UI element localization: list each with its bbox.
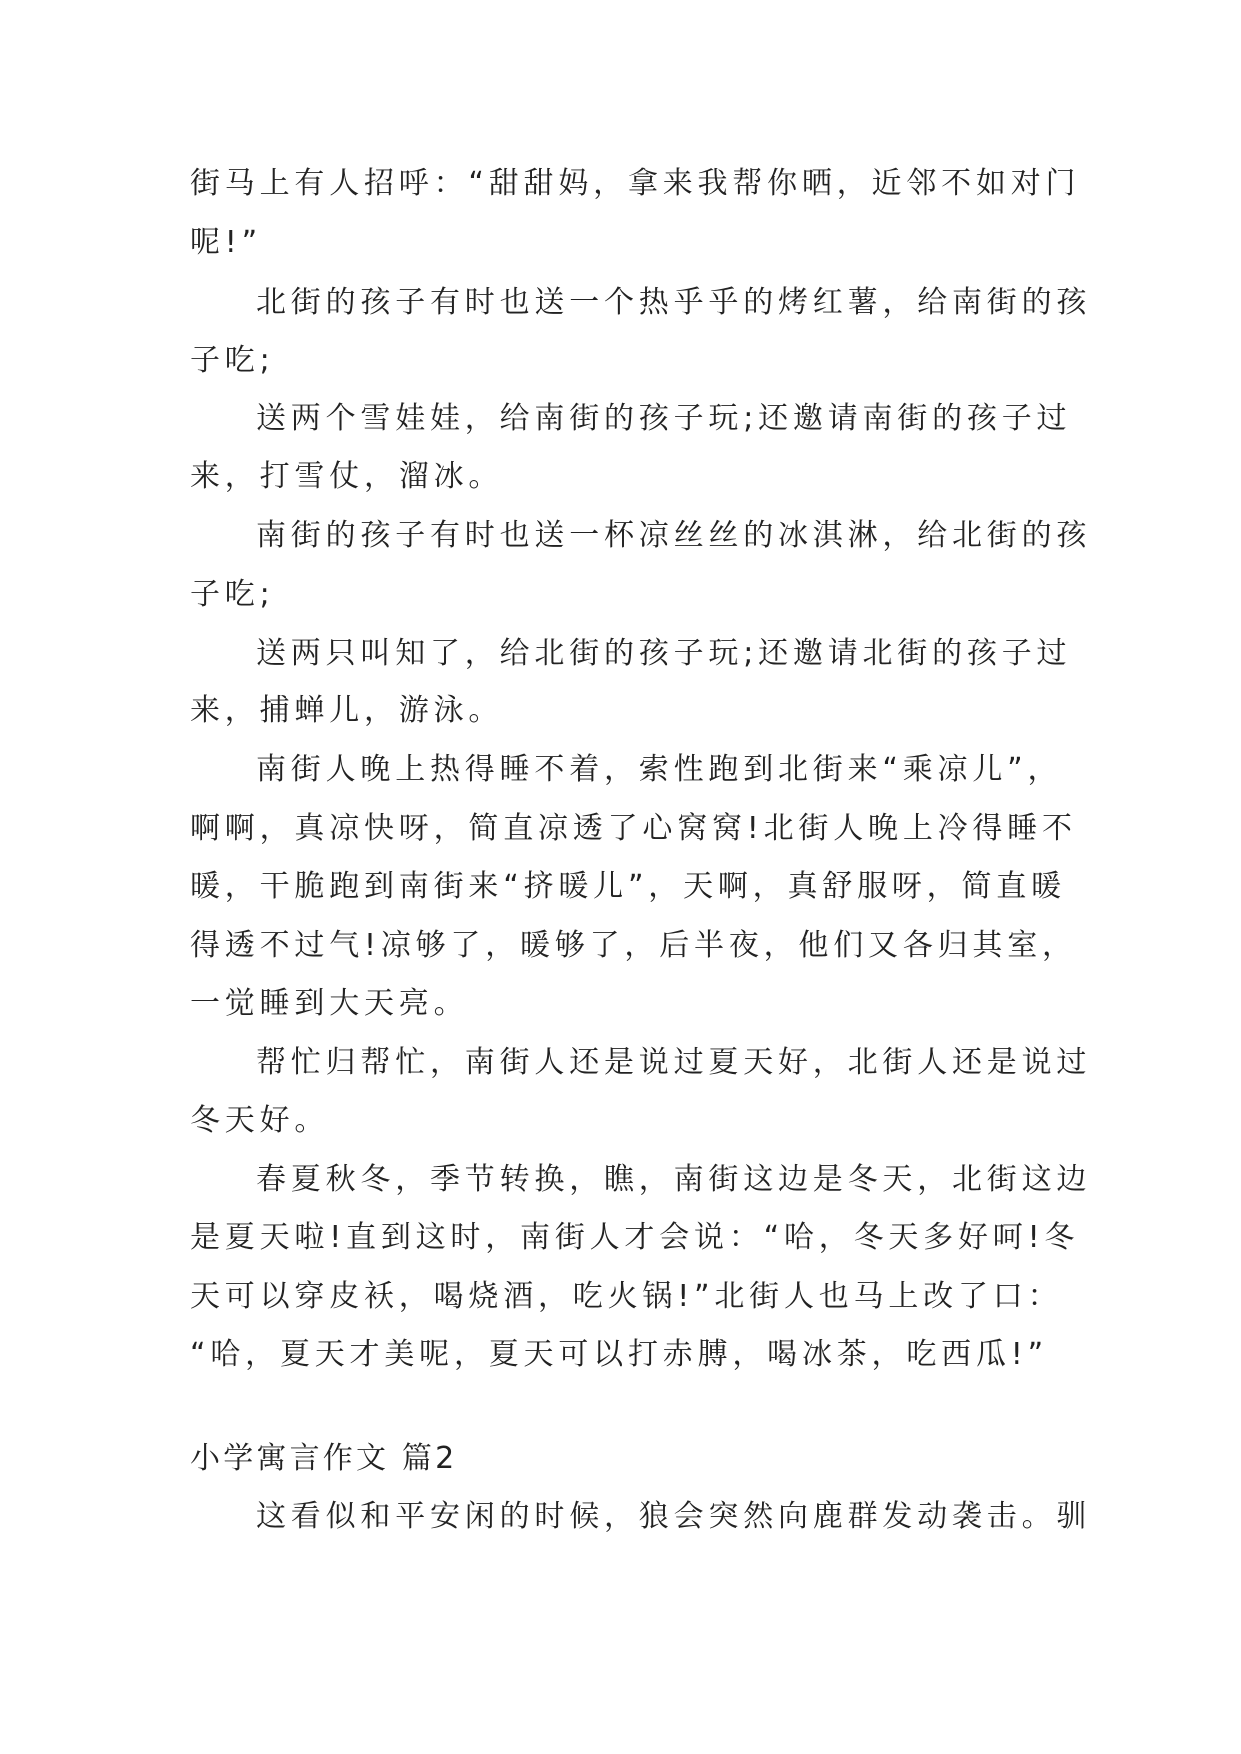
text-line: 天可以穿皮袄，喝烧酒，吃火锅!”北街人也马上改了口：: [190, 1279, 1063, 1314]
text-line: 子吃;: [190, 577, 275, 612]
text-line: 来，打雪仗，溜冰。: [190, 459, 504, 494]
text-line: 冬天好。: [190, 1103, 330, 1138]
text-line: 啊啊，真凉快呀，简直凉透了心窝窝!北街人晚上冷得睡不: [190, 811, 1077, 846]
text-line: 北街的孩子有时也送一个热乎乎的烤红薯，给南街的孩: [256, 285, 1092, 320]
text-line: 帮忙归帮忙，南街人还是说过夏天好，北街人还是说过: [256, 1045, 1092, 1080]
text-line: 街马上有人招呼：“甜甜妈，拿来我帮你晒，近邻不如对门: [190, 166, 1081, 201]
text-line: 南街的孩子有时也送一杯凉丝丝的冰淇淋，给北街的孩: [256, 518, 1092, 553]
text-line: 呢!”: [190, 225, 262, 260]
text-line: 是夏天啦!直到这时，南街人才会说：“哈，冬天多好呵!冬: [190, 1220, 1080, 1255]
text-line: 一觉睡到大天亮。: [190, 986, 469, 1021]
text-line: 这看似和平安闲的时候，狼会突然向鹿群发动袭击。驯: [256, 1499, 1092, 1534]
text-line: 子吃;: [190, 343, 275, 378]
text-line: 送两只叫知了，给北街的孩子玩;还邀请北街的孩子过: [256, 636, 1072, 671]
text-line: 送两个雪娃娃，给南街的孩子玩;还邀请南街的孩子过: [256, 401, 1072, 436]
text-line: 春夏秋冬，季节转换，瞧，南街这边是冬天，北街这边: [256, 1162, 1092, 1197]
text-line: 得透不过气!凉够了，暖够了，后半夜，他们又各归其室，: [190, 928, 1077, 963]
text-line: 暖，干脆跑到南街来“挤暖儿”，天啊，真舒服呀，简直暖: [190, 869, 1066, 904]
text-line: “哈，夏天才美呢，夏天可以打赤膊，喝冰茶，吃西瓜!”: [190, 1337, 1048, 1372]
text-line: 南街人晚上热得睡不着，索性跑到北街来“乘凉儿”，: [256, 752, 1063, 787]
section-heading: 小学寓言作文 篇2: [190, 1441, 458, 1476]
text-line: 来，捕蝉儿，游泳。: [190, 693, 504, 728]
